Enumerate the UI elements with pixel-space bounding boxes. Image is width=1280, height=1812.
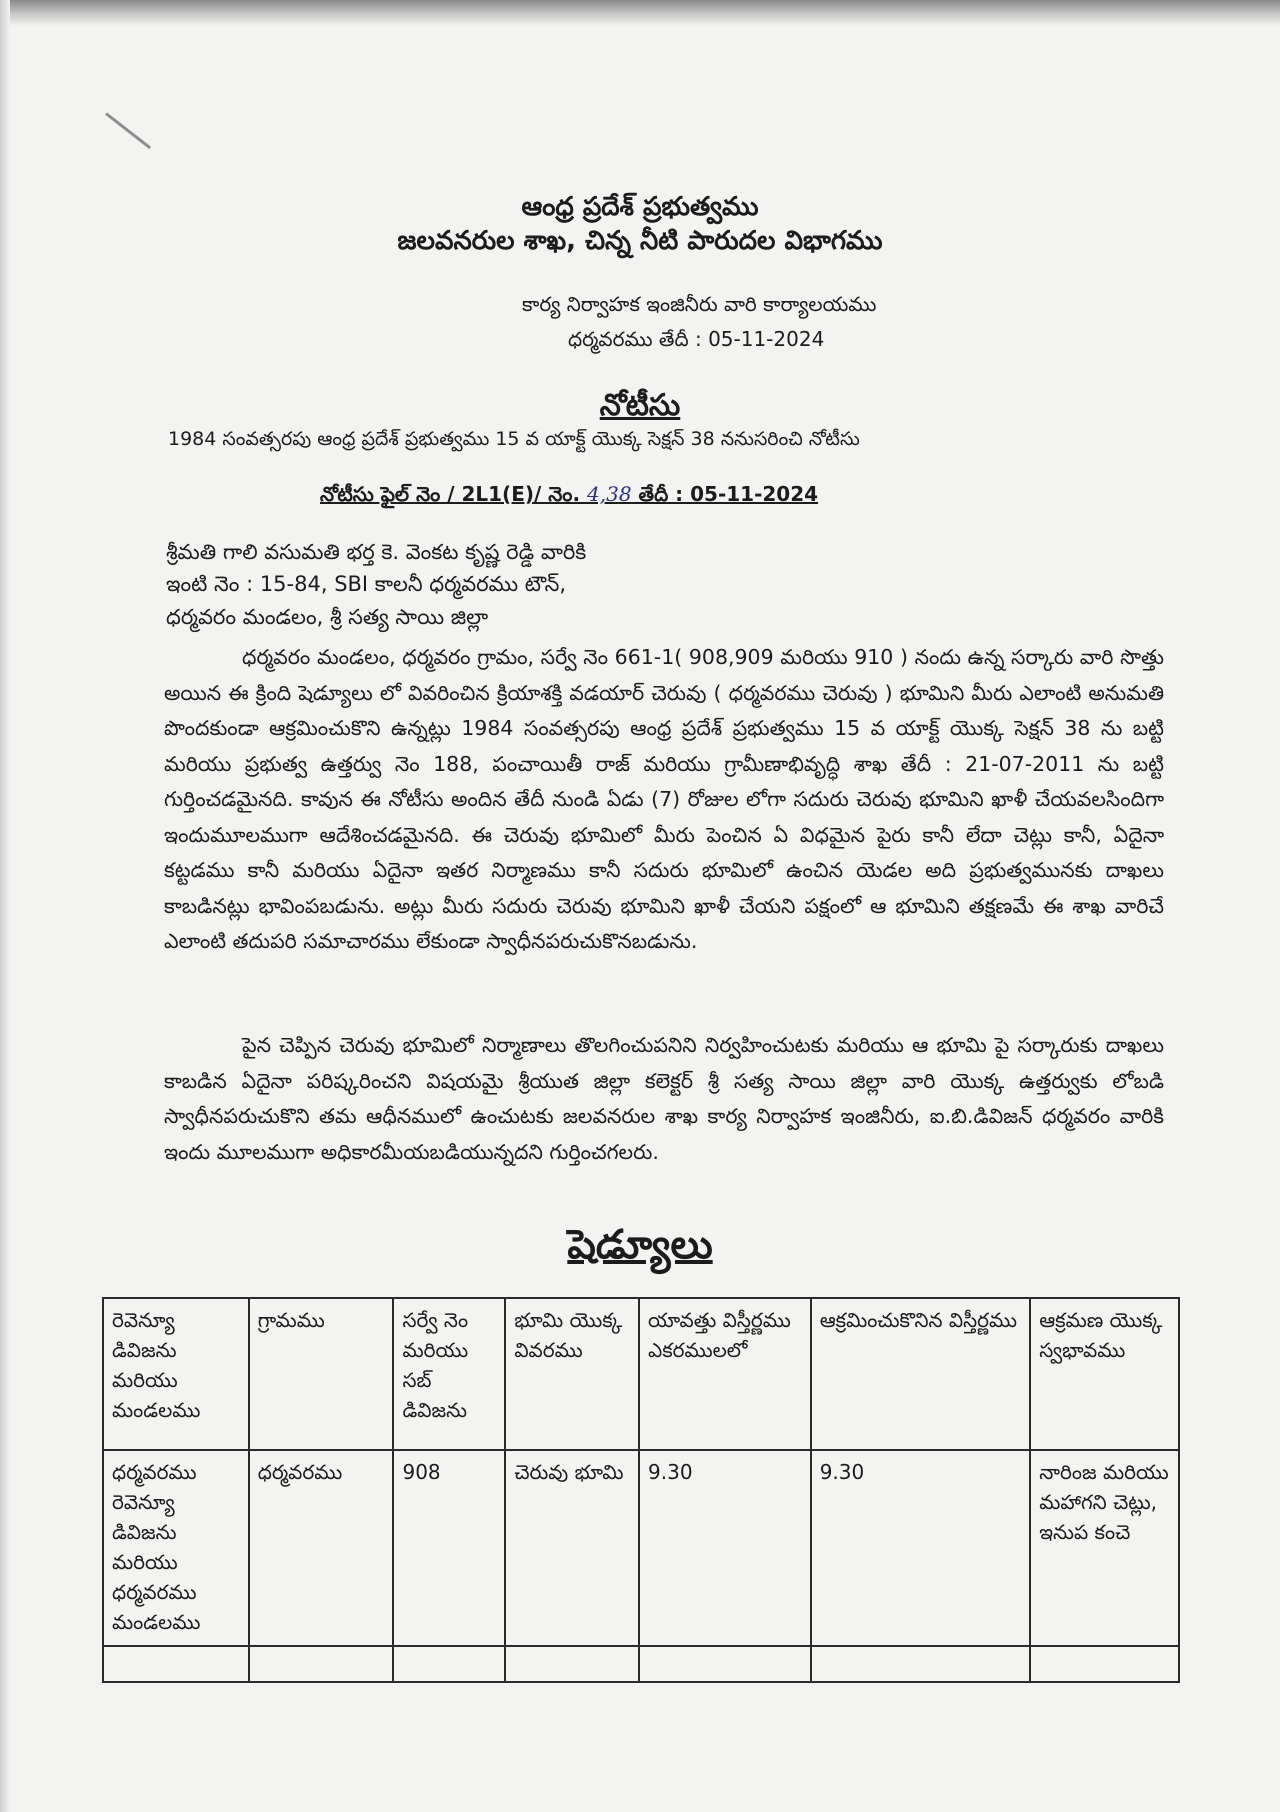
table-empty-row <box>103 1646 1179 1682</box>
table-header-cell: గ్రామము <box>249 1298 394 1450</box>
notice-paragraph-2: పైన చెప్పిన చెరువు భూమిలో నిర్మాణాలు తొలగించుపనిని నిర్వహించుటకు మరియు ఆ భూమి పై సర్కారుకు దాఖలు కాబడిన ఏదైనా పరిష్కరించని విషయమై శ్రీయుత జిల్లా కలెక్టర్ శ్రీ సత్య సాయి జిల్లా వారి యొక్క ఉత్తర్వుకు లోబడి స్వాధీనపరుచుకొని తమ ఆధీనములో ఉంచుటకు జలవనరుల శాఖ కార్య నిర్వాహక ఇంజినీరు, ఐ.బి.డివిజన్ ధర్మవరం వారికి ఇందు మూలముగా అధికారమీయబడియున్నదని గుర్తించగలరు. <box>164 1033 1164 1164</box>
notice-paragraph-1: ధర్మవరం మండలం, ధర్మవరం గ్రామం, సర్వే నెం 661-1( 908,909 మరియు 910 ) నందు ఉన్న సర్కారు వారి సొత్తు అయిన ఈ క్రింది షెడ్యూలు లో వివరించిన క్రియాశక్తి వడయార్ చెరువు ( ధర్మవరము చెరువు ) భూమిని మీరు ఎలాంటి అనుమతి పొందకుండా ఆక్రమించుకొని ఉన్నట్లు 1984 సంవత్సరపు ఆంధ్ర ప్రదేశ్ ప్రభుత్వము 15 వ యాక్ట్ యొక్క సెక్షన్ 38 ను బట్టి మరియు ప్రభుత్వ ఉత్తర్వు నెం 188, పంచాయితీ రాజ్ మరియు గ్రామీణాభివృద్ధి శాఖ తేదీ : 21-07-2011 ను బట్టి గుర్తించడమైనది. కావున ఈ నోటీసు అందిన తేదీ నుండి ఏడు (7) రోజుల లోగా సదురు చెరువు భూమిని ఖాళీ చేయవలసిందిగా ఇందుమూలముగా ఆదేశించడమైనది. ఈ చెరువు భూమిలో మీరు పెంచిన ఏ విధమైన పైరు కానీ లేదా చెట్లు కానీ, ఏదైనా కట్టడము కానీ మరియు ఏదైనా ఇతర నిర్మాణము కానీ సదురు భూమిలో ఉంచిన యెడల అది ప్రభుత్వమునకు దాఖలు కాబడినట్లు భావింపబడును. అట్లు మీరు సదురు చెరువు భూమిని ఖాళీ చేయని పక్షంలో ఆ భూమిని తక్షణమే ఈ శాఖ వారిచే ఎలాంటి తదుపరి సమాచారము లేకుండా స్వాధీనపరుచుకొనబడును. <box>164 645 1164 953</box>
notice-file-number <box>320 482 818 511</box>
table-header-cell: ఆక్రమించుకొనిన విస్తీర్ణము <box>811 1298 1031 1450</box>
addressee-name: శ్రీమతి గాలి వసుమతి భర్త కె. వెంకట కృష్ణ రెడ్డి వారికి <box>166 540 587 564</box>
table-cell <box>639 1646 811 1682</box>
file-number-date: తేదీ : 05-11-2024 <box>638 482 819 506</box>
table-cell <box>393 1646 505 1682</box>
header-department: జలవనరుల శాఖ, చిన్న నీటి పారుదల విభాగము <box>397 226 883 256</box>
file-number-handwritten: 4,38 <box>587 482 632 506</box>
table-header-cell: ఆక్రమణ యొక్క స్వభావము <box>1030 1298 1179 1450</box>
table-header-cell: సర్వే నెం మరియు సబ్ డివిజను <box>393 1298 505 1450</box>
header-government: ఆంధ్ర ప్రదేశ్ ప్రభుత్వము <box>521 192 759 222</box>
table-cell: 908 <box>393 1450 505 1646</box>
paper-top-edge <box>0 0 1280 26</box>
schedule-title: షెడ్యూలు <box>567 1222 713 1268</box>
table-cell <box>1030 1646 1179 1682</box>
table-cell: నారింజ మరియు మహాగని చెట్లు, ఇనుప కంచె <box>1030 1450 1179 1646</box>
notice-subtitle: 1984 సంవత్సరపు ఆంధ్ర ప్రదేశ్ ప్రభుత్వము 15 వ యాక్ట్ యొక్క సెక్షన్ 38 ననుసరించి నోటీసు <box>168 428 860 450</box>
table-cell: ధర్మవరము రెవెన్యూ డివిజను మరియు ధర్మవరము మండలము <box>103 1450 249 1646</box>
table-cell: 9.30 <box>639 1450 811 1646</box>
addressee-house: ఇంటి నెం : 15-84, SBI కాలనీ ధర్మవరము టౌన్, <box>166 572 567 596</box>
notice-title: నోటీసు <box>599 388 681 423</box>
office-place-date: ధర్మవరము తేదీ : 05-11-2024 <box>568 327 825 351</box>
table-cell: చెరువు భూమి <box>505 1450 639 1646</box>
table-cell: ధర్మవరము <box>249 1450 394 1646</box>
table-header-cell: యావత్తు విస్తీర్ణము ఎకరములలో <box>639 1298 811 1450</box>
paper-left-shadow <box>0 0 10 1812</box>
table-cell: 9.30 <box>811 1450 1031 1646</box>
file-number-prefix: నోటీసు ఫైల్ నెం / 2L1(E)/ నెం. <box>320 482 581 506</box>
table-row <box>103 1450 1179 1646</box>
addressee-district: ధర్మవరం మండలం, శ్రీ సత్య సాయి జిల్లా <box>166 605 489 629</box>
table-cell <box>103 1646 249 1682</box>
table-header-cell: భూమి యొక్క వివరము <box>505 1298 639 1450</box>
pen-mark <box>105 112 151 149</box>
table-cell <box>249 1646 394 1682</box>
table-cell <box>811 1646 1031 1682</box>
schedule-table <box>102 1297 1180 1683</box>
table-cell <box>505 1646 639 1682</box>
office-name: కార్య నిర్వాహక ఇంజినీరు వారి కార్యాలయము <box>522 292 877 316</box>
table-header-row <box>103 1298 1179 1450</box>
table-header-cell: రెవెన్యూ డివిజను మరియు మండలము <box>103 1298 249 1450</box>
